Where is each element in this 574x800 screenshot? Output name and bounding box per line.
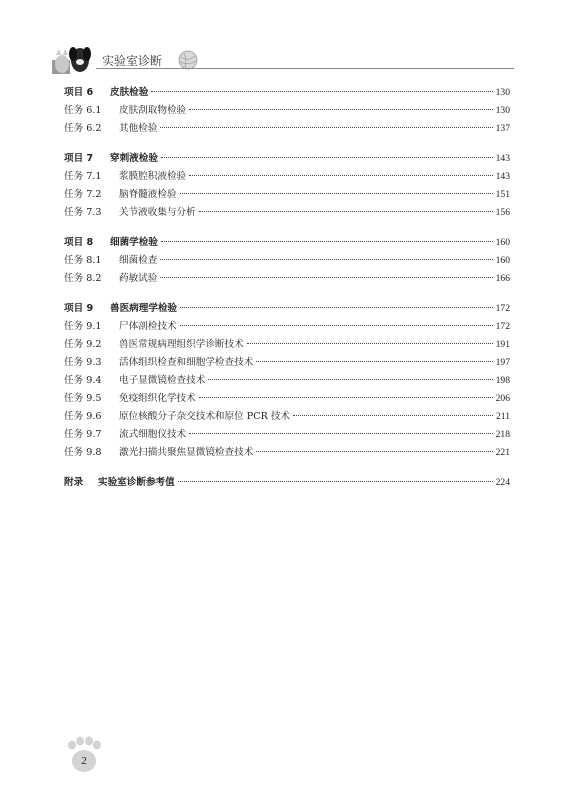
entry-number: 任务 9.4	[64, 375, 102, 386]
entry-number: 任务 7.2	[64, 189, 102, 200]
dot-leader	[160, 259, 492, 260]
entry-page-number: 160	[495, 237, 510, 248]
entry-number: 任务 9.1	[64, 321, 102, 332]
toc-project-entry[interactable]	[64, 84, 510, 102]
dot-leader	[199, 211, 493, 212]
entry-page-number: 197	[495, 357, 510, 368]
entry-title: 免疫组织化学技术	[119, 393, 196, 404]
toc-task-entry[interactable]	[64, 102, 510, 120]
toc-task-entry[interactable]	[64, 336, 510, 354]
entry-page-number: 137	[495, 123, 510, 134]
entry-number: 任务 7.3	[64, 207, 102, 218]
entry-page-number: 160	[495, 255, 510, 266]
toc-task-entry[interactable]	[64, 444, 510, 462]
entry-number: 项目 8	[64, 237, 94, 248]
cat-dog-illustration-icon	[52, 40, 98, 74]
dot-leader	[160, 127, 492, 128]
entry-title: 关节液收集与分析	[119, 207, 196, 218]
entry-page-number: 156	[495, 207, 510, 218]
entry-number: 项目 9	[64, 303, 94, 314]
toc-task-entry[interactable]	[64, 168, 510, 186]
entry-page-number: 143	[495, 171, 510, 182]
page-header	[44, 38, 514, 78]
entry-number: 任务 8.1	[64, 255, 102, 266]
dot-leader	[199, 397, 493, 398]
entry-title: 细菌学检验	[110, 237, 158, 248]
entry-page-number: 151	[495, 189, 510, 200]
toc-task-entry[interactable]	[64, 120, 510, 138]
entry-title: 电子显微镜检查技术	[119, 375, 206, 386]
dot-leader	[189, 175, 492, 176]
toc-project-entry[interactable]	[64, 234, 510, 252]
entry-number: 项目 7	[64, 153, 94, 164]
entry-title: 激光扫描共聚焦显微镜检查技术	[119, 447, 254, 458]
entry-number: 任务 9.7	[64, 429, 102, 440]
entry-number: 任务 9.5	[64, 393, 102, 404]
toc-appendix-entry[interactable]	[64, 474, 510, 492]
dot-leader	[208, 379, 492, 380]
toc-project-entry[interactable]	[64, 150, 510, 168]
entry-number: 附录	[64, 477, 84, 488]
dot-leader	[161, 241, 493, 242]
toc-task-entry[interactable]	[64, 204, 510, 222]
toc-task-entry[interactable]	[64, 318, 510, 336]
toc-task-entry[interactable]	[64, 186, 510, 204]
toc-task-entry[interactable]	[64, 426, 510, 444]
dot-leader	[180, 193, 493, 194]
entry-page-number: 206	[495, 393, 510, 404]
entry-page-number: 172	[495, 303, 510, 314]
section-gap	[64, 288, 510, 300]
entry-title: 细菌检查	[119, 255, 158, 266]
entry-page-number: 211	[495, 411, 510, 422]
entry-page-number: 143	[495, 153, 510, 164]
dot-leader	[293, 415, 493, 416]
yarn-ball-icon	[178, 50, 198, 70]
entry-title: 流式细胞仪技术	[119, 429, 187, 440]
dot-leader	[247, 343, 493, 344]
dot-leader	[256, 451, 492, 452]
entry-title: 药敏试验	[119, 273, 158, 284]
entry-title: 兽医常规病理组织学诊断技术	[119, 339, 244, 350]
dot-leader	[256, 361, 492, 362]
toc-task-entry[interactable]	[64, 390, 510, 408]
entry-title: 皮肤检验	[110, 87, 149, 98]
entry-title: 尸体剖检技术	[119, 321, 177, 332]
entry-number: 任务 9.6	[64, 411, 102, 422]
entry-title: 穿刺液检验	[110, 153, 158, 164]
entry-page-number: 218	[495, 429, 510, 440]
entry-page-number: 198	[495, 375, 510, 386]
entry-number: 任务 8.2	[64, 273, 102, 284]
entry-title: 实验室诊断参考值	[98, 477, 175, 488]
toc-task-entry[interactable]	[64, 270, 510, 288]
entry-title: 浆膜腔积液检验	[119, 171, 187, 182]
entry-title: 活体组织检查和细胞学检查技术	[119, 357, 254, 368]
dot-leader	[151, 91, 492, 92]
entry-page-number: 172	[495, 321, 510, 332]
entry-page-number: 224	[495, 477, 510, 488]
dot-leader	[178, 481, 493, 482]
entry-page-number: 221	[495, 447, 510, 458]
entry-page-number: 130	[495, 105, 510, 116]
entry-page-number: 166	[495, 273, 510, 284]
entry-number: 项目 6	[64, 87, 94, 98]
header-title: 实验室诊断	[102, 54, 163, 68]
dot-leader	[189, 433, 492, 434]
entry-number: 任务 9.3	[64, 357, 102, 368]
page-number: 2	[81, 755, 87, 767]
toc-task-entry[interactable]	[64, 372, 510, 390]
entry-number: 任务 6.2	[64, 123, 102, 134]
section-gap	[64, 222, 510, 234]
entry-number: 任务 9.8	[64, 447, 102, 458]
dot-leader	[160, 277, 492, 278]
entry-number: 任务 7.1	[64, 171, 102, 182]
entry-title: 其他检验	[119, 123, 158, 134]
entry-number: 任务 6.1	[64, 105, 102, 116]
entry-title: 皮肤刮取物检验	[119, 105, 187, 116]
entry-page-number: 130	[495, 87, 510, 98]
entry-number: 任务 9.2	[64, 339, 102, 350]
entry-page-number: 191	[495, 339, 510, 350]
toc-task-entry[interactable]	[64, 354, 510, 372]
dot-leader	[161, 157, 493, 158]
toc-project-entry[interactable]	[64, 300, 510, 318]
section-gap	[64, 138, 510, 150]
toc-task-entry[interactable]	[64, 252, 510, 270]
table-of-contents	[64, 84, 510, 492]
header-rule	[96, 68, 514, 69]
dot-leader	[180, 307, 492, 308]
entry-title: 原位核酸分子杂交技术和原位 PCR 技术	[119, 411, 291, 422]
entry-title: 脑脊髓液检验	[119, 189, 177, 200]
dot-leader	[180, 325, 493, 326]
page-footer	[64, 736, 104, 776]
entry-title: 兽医病理学检验	[110, 303, 178, 314]
dot-leader	[189, 109, 492, 110]
toc-task-entry[interactable]	[64, 408, 510, 426]
section-gap	[64, 462, 510, 474]
